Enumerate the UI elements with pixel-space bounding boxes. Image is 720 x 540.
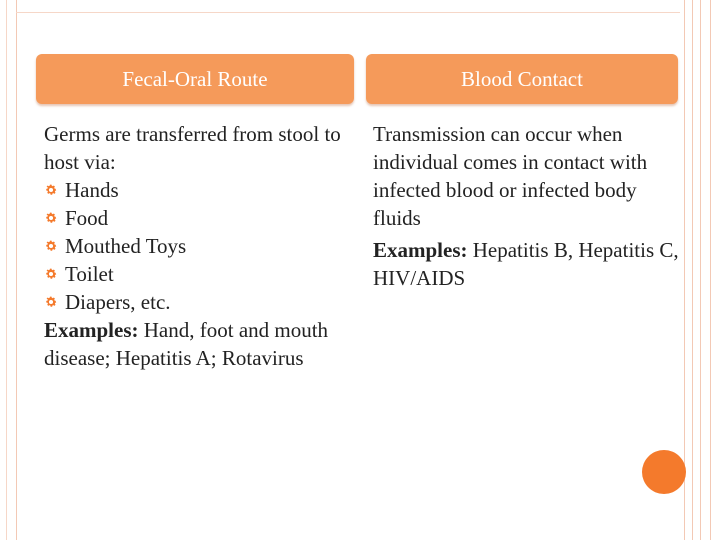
right-border-decoration [680,0,720,540]
bullet-text: Mouthed Toys [65,234,187,258]
bullet-item [44,260,344,288]
bullet-item [44,288,344,316]
blood-contact-intro: Transmission can occur when individual comes in contact with infected blood or infected body fluids [373,122,648,230]
examples-label: Examples: [373,238,468,262]
bullet-item [44,176,344,204]
examples-text: Hepatitis B, Hepatitis C, HIV/AIDS [373,238,679,290]
fecal-oral-intro: Germs are transferred from stool to host via: [44,122,341,174]
bullet-text: Food [65,206,109,230]
bullet-text: Diapers, etc. [65,290,171,314]
bullet-text: Hands [65,178,119,202]
fecal-oral-column [44,120,344,372]
blood-contact-header [366,54,678,104]
examples-label: Examples: [44,318,139,342]
examples-text: Hand, foot and mouth disease; Hepatitis A; Rotavirus [44,318,329,370]
gear-icon [44,295,58,309]
fecal-oral-examples [44,316,344,372]
gear-icon [44,211,58,225]
blood-contact-column [373,120,683,292]
blood-contact-header-label: Blood Contact [461,66,583,91]
top-border-decoration [16,12,680,13]
bullet-item [44,232,344,260]
gear-icon [44,267,58,281]
gear-icon [44,239,58,253]
decorative-circle [642,450,686,494]
fecal-oral-header-label: Fecal-Oral Route [122,66,268,91]
gear-icon [44,183,58,197]
bullet-text: Toilet [65,262,114,286]
blood-contact-examples [373,236,683,292]
fecal-oral-header [36,54,354,104]
bullet-item [44,204,344,232]
left-border-decoration [0,0,17,540]
